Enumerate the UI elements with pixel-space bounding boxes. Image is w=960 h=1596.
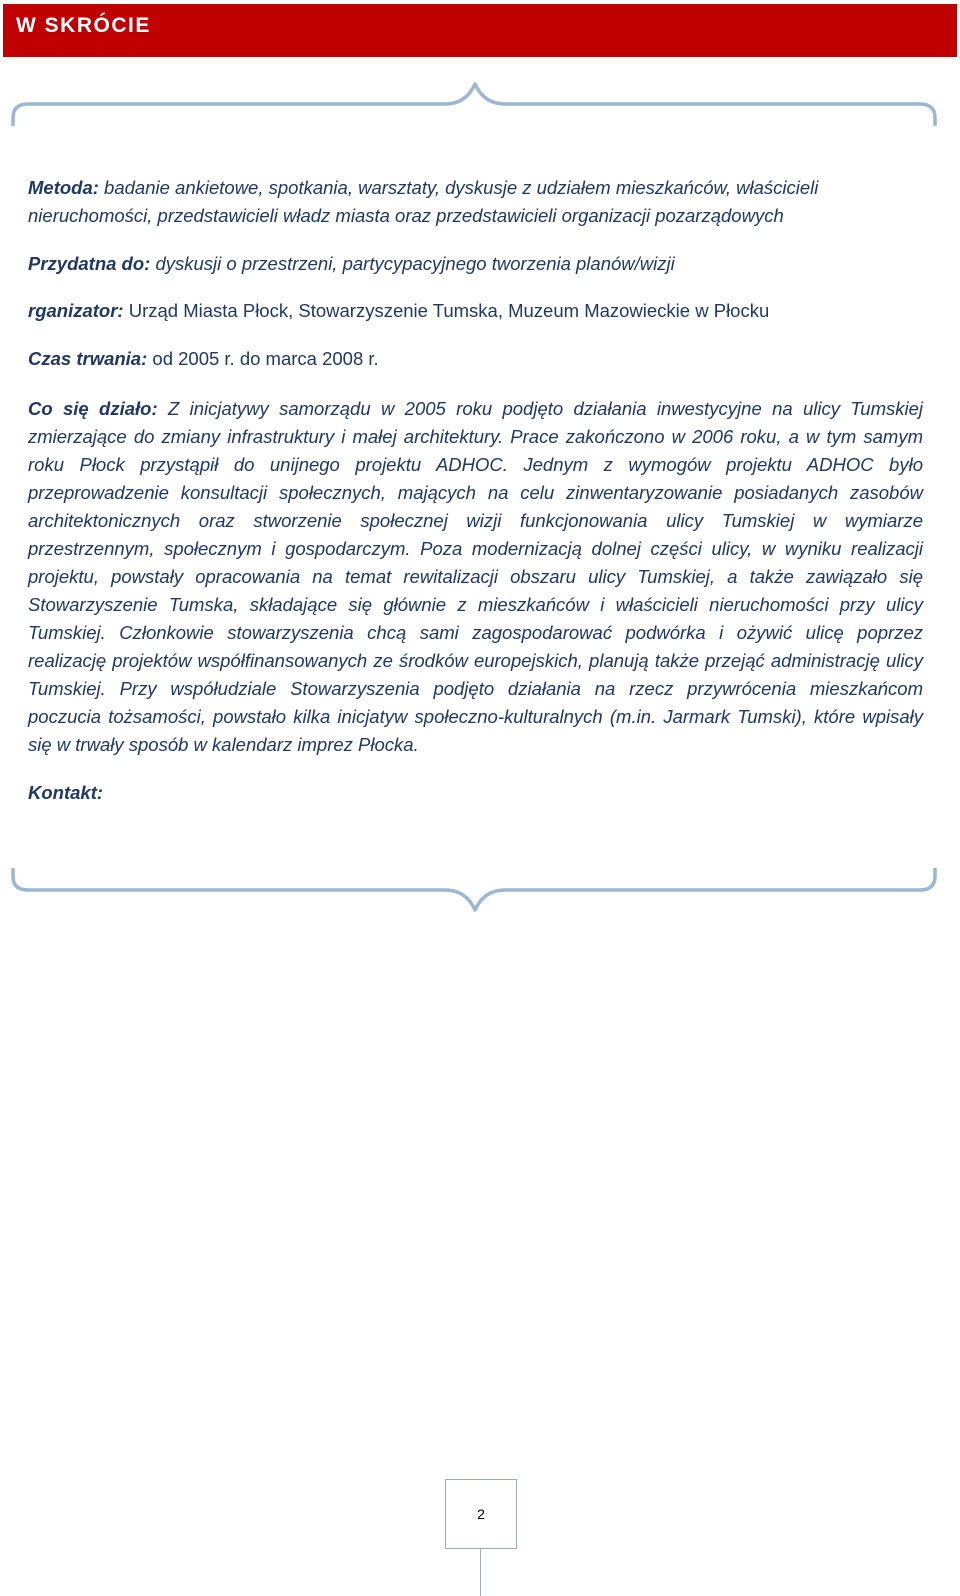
kontakt-label: Kontakt:: [28, 782, 104, 803]
przydatna-text: dyskusji o przestrzeni, partycypacyjnego tworzenia planów/wizji: [150, 253, 675, 274]
czas-label: Czas trwania:: [28, 348, 148, 369]
przydatna-label: Przydatna do:: [28, 253, 151, 274]
organizator-label: rganizator:: [28, 300, 124, 321]
header-bar: [3, 4, 957, 57]
organizator-text: Urząd Miasta Płock, Stowarzyszenie Tumska, Muzeum Mazowieckie w Płocku: [123, 300, 770, 321]
metoda-label: Metoda:: [28, 177, 99, 198]
page-number-box: [445, 1479, 517, 1549]
kontakt-paragraph: [28, 779, 923, 807]
content-area: [28, 174, 923, 807]
co-sie-dzialo-text: Z inicjatywy samorządu w 2005 roku podjęto działania inwestycyjne na ulicy Tumskiej zmierzające do zmiany infrastruktury i małej architektury. Prace zakończono w 2006 roku, a w tym samym roku Płock przystąpił do unijnego projektu ADHOC. Jednym z wymogów projektu ADHOC było przeprowadzenie konsultacji społecznych, mających na celu zinwentaryzowanie posiadanych zasobów architektonicznych oraz stworzenie społecznej wizji funkcjonowania ulicy Tumskiej w wymiarze przestrzennym, społecznym i gospodarczym. Poza modernizacją dolnej części ulicy, w wyniku realizacji projektu, powstały opracowania na temat rewitalizacji obszaru ulicy Tumskiej, a także zawiązało się Stowarzyszenie Tumska, składające się głównie z mieszkańców i właścicieli nieruchomości przy ulicy Tumskiej. Członkowie stowarzyszenia chcą sami zagospodarować podwórka i ożywić ulicę poprzez realizację projektów współfinansowanych ze środków europejskich, planują także przejąć administrację ulicy Tumskiej. Przy współudziale Stowarzyszenia podjęto działania na rzecz przywrócenia mieszkańcom poczucia tożsamości, powstało kilka inicjatyw społeczno-kulturalnych (m.in. Jarmark Tumski), które wpisały się w trwały sposób w kalendarz imprez Płocka.: [28, 398, 923, 755]
brace-top-decoration: [0, 78, 960, 130]
brace-bottom-decoration: [0, 866, 960, 918]
page-number: 2: [477, 1506, 485, 1522]
czas-text: od 2005 r. do marca 2008 r.: [147, 348, 379, 369]
organizator-paragraph: [28, 297, 923, 325]
czas-paragraph: [28, 345, 923, 373]
header-title: W SKRÓCIE: [16, 14, 151, 37]
co-sie-dzialo-label: Co się działo:: [28, 398, 158, 419]
przydatna-paragraph: [28, 250, 923, 278]
co-sie-dzialo-paragraph: [28, 395, 923, 759]
page-number-connector-line: [480, 1549, 481, 1596]
metoda-text: badanie ankietowe, spotkania, warsztaty, dyskusje z udziałem mieszkańców, właścicieli nieruchomości, przedstawicieli władz miasta oraz przedstawicieli organizacji pozarządowych: [28, 177, 819, 226]
metoda-paragraph: [28, 174, 923, 230]
